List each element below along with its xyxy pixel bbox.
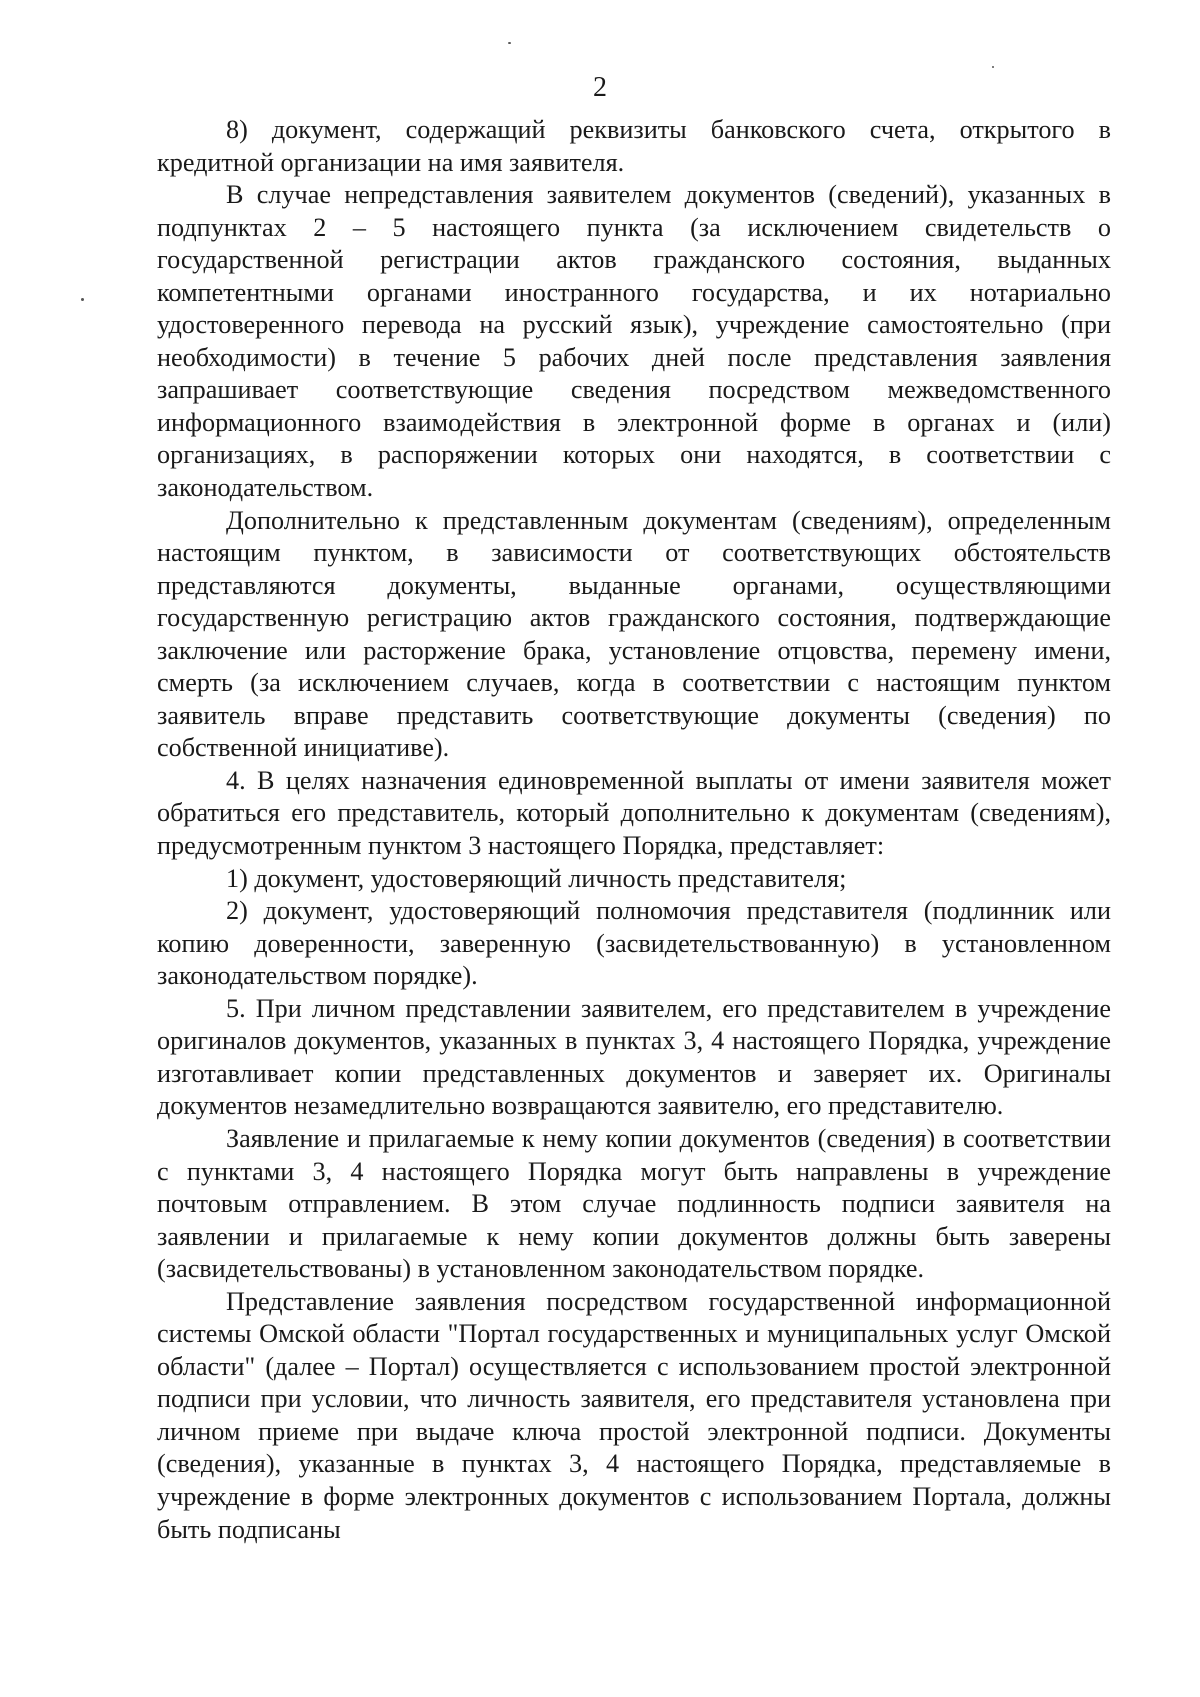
- paragraph-interagency-request: В случае непредставления заявителем документов (сведений), указанных в подпунктах 2 – 5 настоящего пункта (за исключением свидетельств о государственной регистрации актов гражданского состояния, выданных компетентными органами иностранного государства, и их нотариально удостоверенного перевода на русский язык), учреждение самостоятельно (при необходимости) в течение 5 рабочих дней после представления заявления запрашивает соответствующие сведения посредством межведомственного информационного взаимодействия в электронной форме в органах и (или) организациях, в распоряжении которых они находятся, в соответствии с законодательством.: [157, 180, 1111, 503]
- scan-speck: [508, 42, 511, 44]
- document-body: [157, 114, 1111, 1546]
- paragraph-postal-submission: Заявление и прилагаемые к нему копии документов (сведения) в соответствии с пунктами 3, 4 настоящего Порядка могут быть направлены в учреждение почтовым отправлением. В этом случае подлинность подписи заявителя на заявлении и прилагаемые к нему копии документов должны быть заверены (засвидетельствованы) в установленном законодательством порядке.: [157, 1123, 1111, 1284]
- list-item-1-identity-document: 1) документ, удостоверяющий личность представителя;: [226, 863, 847, 893]
- page-number: 2: [593, 72, 607, 103]
- scan-speck: [81, 298, 84, 301]
- scan-speck: [992, 66, 994, 68]
- list-item-2-authority-document: 2) документ, удостоверяющий полномочия представителя (подлинник или копию доверенности, заверенную (засвидетельствованную) в установленном законодательством порядке).: [157, 896, 1111, 991]
- paragraph-item-8-bank-details: 8) документ, содержащий реквизиты банковского счета, открытого в кредитной организации на имя заявителя.: [157, 115, 1111, 177]
- paragraph-civil-registration-documents: Дополнительно к представленным документам (сведениям), определенным настоящим пунктом, в зависимости от соответствующих обстоятельств представляются документы, выданные органами, осуществляющими государственную регистрацию актов гражданского состояния, подтверждающие заключение или расторжение брака, установление отцовства, перемену имени, смерть (за исключением случаев, когда в соответствии с настоящим пунктом заявитель вправе представить соответствующие документы (сведения) по собственной инициативе).: [157, 505, 1111, 763]
- paragraph-portal-submission: Представление заявления посредством государственной информационной системы Омской области "Портал государственных и муниципальных услуг Омской области" (далее – Портал) осуществляется с использованием простой электронной подписи при условии, что личность заявителя, его представителя установлена при личном приеме при выдаче ключа простой электронной подписи. Документы (сведения), указанные в пунктах 3, 4 настоящего Порядка, представляемые в учреждение в форме электронных документов с использованием Портала, должны быть подписаны: [157, 1286, 1111, 1544]
- paragraph-clause-5-originals: 5. При личном представлении заявителем, его представителем в учреждение оригиналов документов, указанных в пунктах 3, 4 настоящего Порядка, учреждение изготавливает копии представленных документов и заверяет их. Оригиналы документов незамедлительно возвращаются заявителю, его представителю.: [157, 993, 1111, 1121]
- paragraph-clause-4-representative: 4. В целях назначения единовременной выплаты от имени заявителя может обратиться его представитель, который дополнительно к документам (сведениям), предусмотренным пунктом 3 настоящего Порядка, представляет:: [157, 765, 1111, 861]
